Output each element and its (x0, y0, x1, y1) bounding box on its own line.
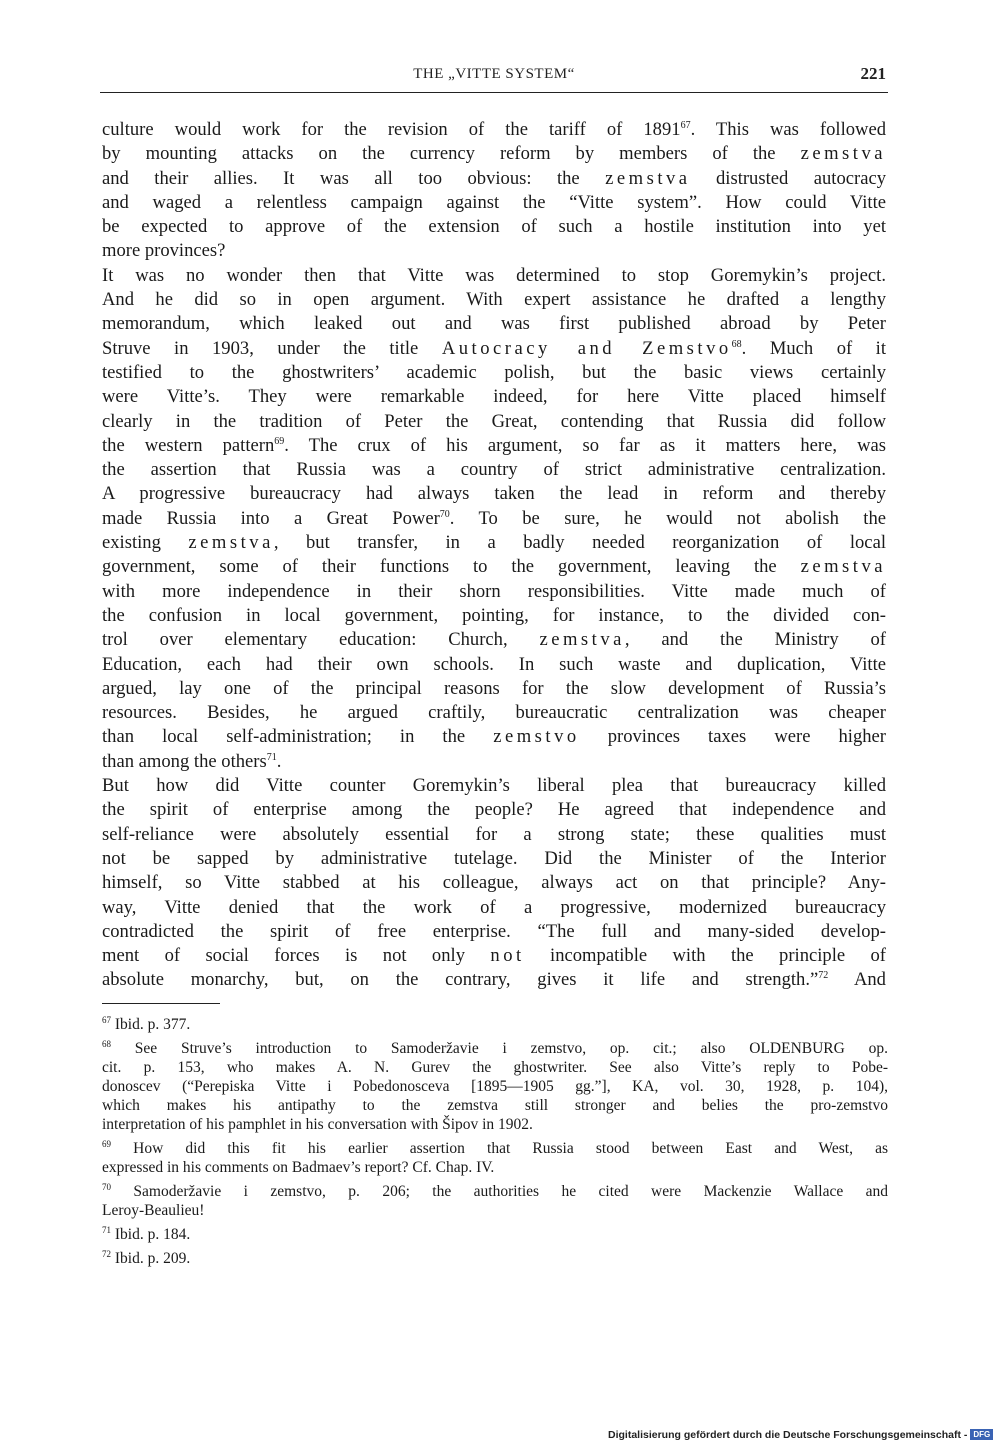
text-line: Struve in 1903, under the title Autocracy and Zemstvo$^{68}$. Much of it (102, 337, 887, 359)
text-line: contradicted the spirit of free enterprise. “The full and many-sided develop- (102, 920, 886, 942)
text-line: himself, so Vitte stabbed at his colleague, always act on that principle? Any- (102, 872, 886, 894)
running-head-title: THE „VITTE SYSTEM“ (413, 66, 575, 82)
text-line: A progressive bureaucracy had always taken the lead in reform and thereby (102, 483, 886, 505)
text-line: resources. Besides, he argued craftily, bureaucratic centralization was cheaper (102, 702, 886, 724)
footnote-line: Leroy-Beaulieu! (102, 1202, 205, 1219)
text-line: and their allies. It was all too obvious: the zemstva distrusted autocracy (102, 167, 887, 189)
footnote-divider (102, 1003, 220, 1004)
text-line: Education, each had their own schools. In such waste and duplication, Vitte (102, 653, 886, 675)
text-line: by mounting attacks on the currency reform by members of the zemstva (102, 143, 886, 165)
text-line: argued, lay one of the principal reasons for the slow development of Russia’s (102, 677, 886, 699)
footnote-ref[interactable]: 70 (439, 508, 450, 520)
text-line: government, some of their functions to the government, leaving the zemstva (102, 556, 886, 578)
text-line: absolute monarchy, but, on the contrary, gives it life and strength.”$^{72}$ And (102, 969, 886, 991)
text-line: be expected to approve of the extension of such a hostile institution into yet (102, 216, 886, 238)
footnote-ref[interactable]: 71 (266, 751, 277, 763)
dfg-logo: DFG (970, 1429, 993, 1440)
text-line: It was no wonder then that Vitte was determined to stop Goremykin’s project. (102, 264, 886, 286)
footnote-line: cit. p. 153, who makes A. N. Gurev the ghostwriter. See also Vitte’s reply to Pobe- (102, 1059, 888, 1076)
footnote-line: interpretation of his pamphlet in his conversation with Šipov in 1902. (102, 1116, 533, 1133)
text-line: culture would work for the revision of the tariff of 1891$^{67}$. This was followed (102, 119, 887, 140)
footnote-number: 72 (102, 1249, 111, 1259)
text-line: But how did Vitte counter Goremykin’s liberal plea that bureaucracy killed (102, 775, 886, 797)
running-header (100, 62, 888, 93)
text-line: trol over elementary education: Church, zemstva, and the Ministry of (102, 629, 886, 651)
footnote-71 (102, 1225, 888, 1244)
text-line: made Russia into a Great Power$^{70}$. To be sure, he would not abolish the (102, 507, 886, 529)
text-line: clearly in the tradition of Peter the Great, contending that Russia did follow (102, 410, 886, 432)
text-line: and waged a relentless campaign against the “Vitte system”. How could Vitte (102, 191, 886, 213)
footnote-number: 68 (102, 1039, 111, 1049)
footnote-ref[interactable]: 72 (818, 970, 829, 982)
text-line: than among the others$^{71}$. (102, 750, 282, 772)
main-text (102, 118, 886, 993)
footnote-number: 67 (102, 1015, 111, 1025)
footnote-line: $^{72}$ Ibid. p. 209. (102, 1249, 191, 1267)
footnote-line: $^{70}$ Samoderžavie i zemstvo, p. 206; the authorities he cited were Mackenzie Wallace and (102, 1182, 889, 1200)
footnote-number: 69 (102, 1139, 111, 1149)
footnote-68 (102, 1039, 888, 1134)
text-line: the spirit of enterprise among the people? He agreed that independence and (102, 799, 886, 821)
text-line: self-reliance were absolutely essential for a strong state; these qualities must (102, 823, 886, 845)
footnote-ref[interactable]: 69 (274, 435, 285, 447)
text-line: than local self-administration; in the zemstvo provinces taxes were higher (102, 726, 886, 748)
footnote-ref[interactable]: 67 (680, 120, 691, 131)
footnote-line: $^{68}$ See Struve’s introduction to Samoderžavie i zemstvo, op. cit.; also OLDENBURG op. (102, 1039, 888, 1057)
footnote-70 (102, 1182, 888, 1220)
footnotes (102, 1015, 888, 1273)
text-line: with more independence in their shorn responsibilities. Vitte made much of (102, 580, 886, 602)
text-line: ment of social forces is not only not incompatible with the principle of (102, 945, 887, 967)
text-line: memorandum, which leaked out and was first published abroad by Peter (102, 313, 886, 335)
text-line: testified to the ghostwriters’ academic polish, but the basic views certainly (102, 361, 886, 383)
text-line: the assertion that Russia was a country of strict administrative centralization. (102, 459, 886, 481)
text-line: And he did so in open argument. With expert assistance he drafted a lengthy (102, 289, 886, 311)
text-line: not be sapped by administrative tutelage. Did the Minister of the Interior (102, 847, 886, 869)
page-number: 221 (860, 64, 886, 83)
footnote-line: expressed in his comments on Badmaev’s report? Cf. Chap. IV. (102, 1159, 495, 1176)
footnote-67 (102, 1015, 888, 1034)
footnote-line: donoscev (“Perepiska Vitte i Pobedonosceva [1895—1905 gg.”], KA, vol. 30, 1928, p. 104), (102, 1078, 888, 1095)
text-line: more provinces? (102, 240, 226, 262)
footnote-number: 71 (102, 1225, 111, 1235)
text-line: the confusion in local government, pointing, for instance, to the divided con- (102, 604, 886, 626)
credit-text: Digitalisierung gefördert durch die Deutsche Forschungsgemeinschaft - (608, 1429, 968, 1441)
footnote-line: $^{69}$ How did this fit his earlier assertion that Russia stood between East and West, as (102, 1139, 889, 1157)
footnote-line: $^{67}$ Ibid. p. 377. (102, 1015, 191, 1033)
footnote-72 (102, 1249, 888, 1268)
text-line: were Vitte’s. They were remarkable indeed, for here Vitte placed himself (102, 386, 886, 408)
footnote-line: $^{71}$ Ibid. p. 184. (102, 1225, 191, 1243)
digitization-credit (608, 1429, 993, 1441)
footnote-number: 70 (102, 1182, 111, 1192)
footnote-69 (102, 1139, 888, 1177)
footnote-ref[interactable]: 68 (731, 338, 742, 350)
text-line: the western pattern$^{69}$. The crux of his argument, so far as it matters here, was (102, 434, 886, 456)
text-line: existing zemstva, but transfer, in a badly needed reorganization of local (102, 532, 886, 554)
text-line: way, Vitte denied that the work of a progressive, modernized bureaucracy (102, 896, 886, 918)
footnote-line: which makes his antipathy to the zemstva still stronger and belies the pro-zemstvo (102, 1097, 888, 1114)
